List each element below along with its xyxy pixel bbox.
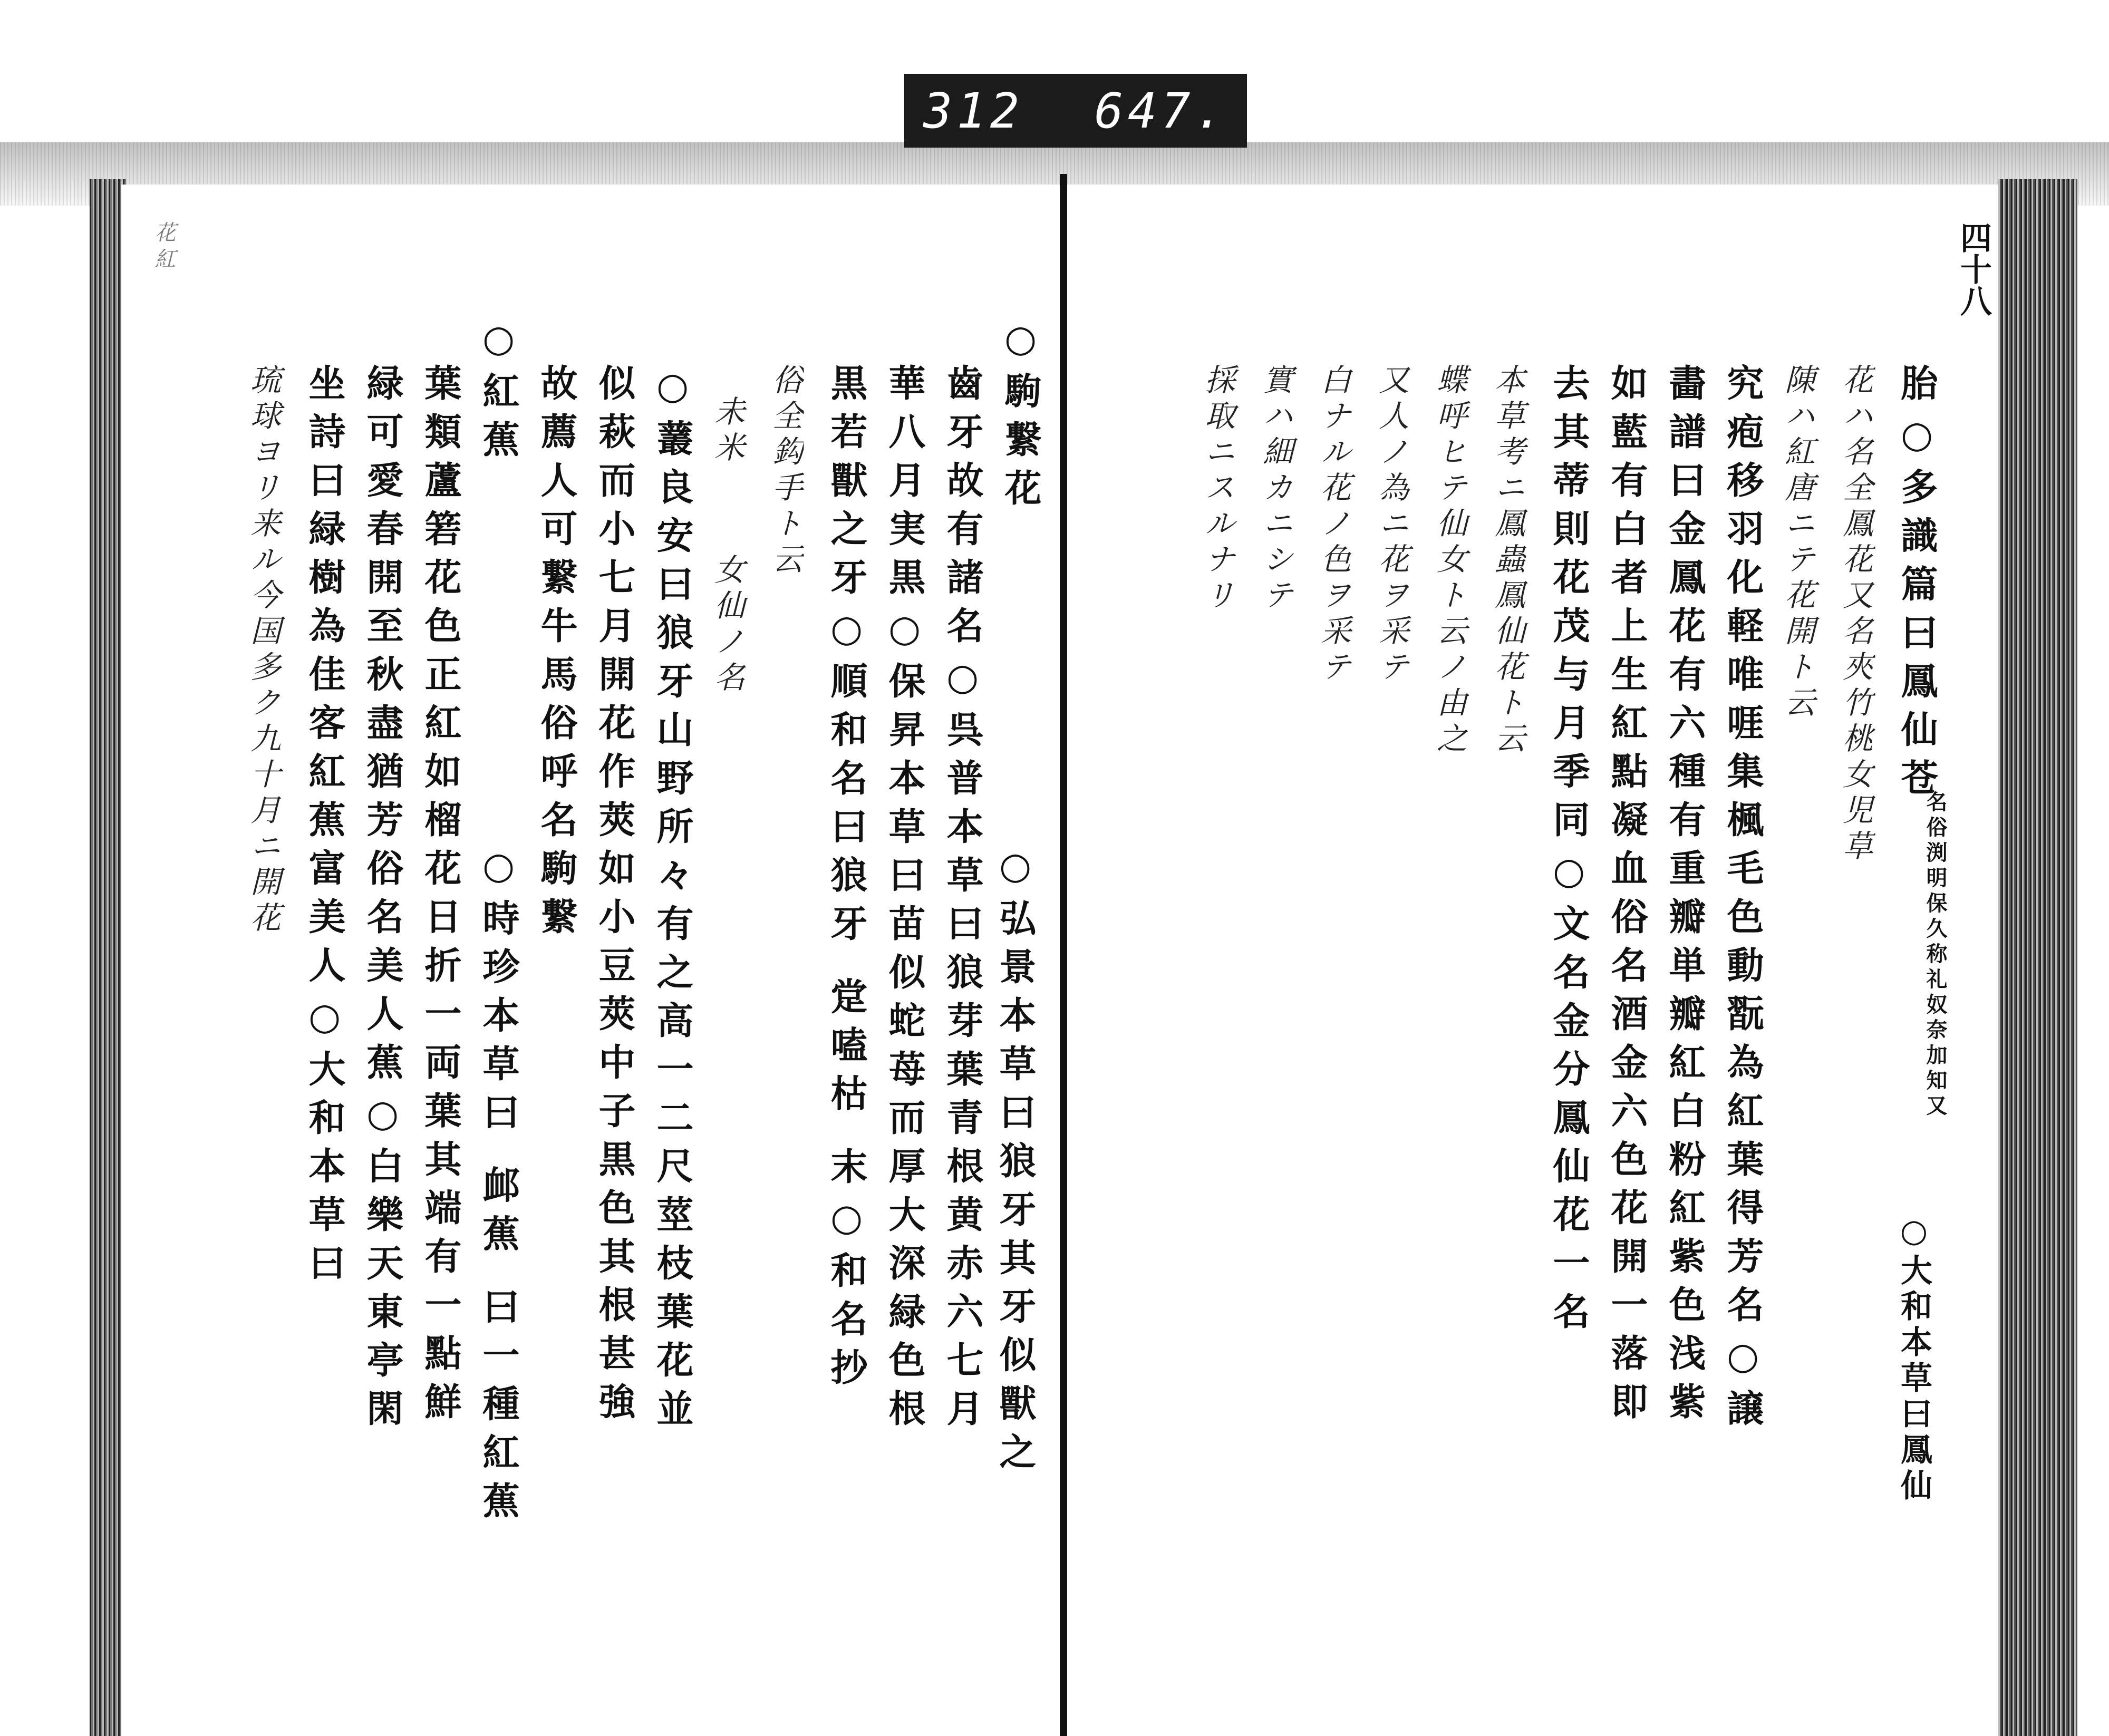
left-col-1: ○駒繋花	[999, 316, 1042, 517]
left-col-10: 似萩而小七月開花作莢如小豆莢中子黒色其根甚強	[593, 364, 636, 1431]
right-page-edge	[1998, 179, 2077, 1736]
left-margin-note: 花紅	[151, 221, 176, 274]
left-col-15: 緑可愛春開至秋盡猶芳俗名美人蕉○白樂天東亭閑	[361, 364, 404, 1438]
right-col-10: 又人ノ為ニ花ヲ采テ	[1373, 364, 1409, 686]
right-col-13: 採取ニスルナリ	[1199, 364, 1235, 615]
left-col-14: 葉類蘆箬花色正紅如榴花日折一両葉其端有一點鮮	[419, 364, 462, 1431]
left-col-13: ○紅蕉	[477, 316, 520, 469]
page-number: 四十八	[1955, 221, 1992, 316]
right-col-5: 畵譜曰金鳳花有六種有重瓣単瓣紅白粉紅紫色浅紫	[1663, 364, 1707, 1431]
left-col-5: 黒若獸之牙○順和名曰狼牙 䟫嗑枯 末○和名抄	[825, 364, 868, 1396]
left-col-12: ○時珍本草曰 䘏蕉 曰一種紅蕉	[477, 843, 520, 1530]
left-col-6: 俗全鈎手ト云	[767, 364, 803, 579]
right-col-head: ○大和本草曰鳳仙	[1895, 1213, 1932, 1505]
label-left-number: 312	[923, 82, 1024, 139]
left-col-3: 齒牙故有諸名○呉普本草曰狼芽葉青根黄赤六七月	[941, 364, 984, 1438]
right-col-1: 胎○多識篇曰鳳仙苍	[1895, 364, 1939, 807]
right-col-7: 去其蒂則花茂与月季同○文名金分鳳仙花一名	[1547, 364, 1591, 1341]
label-right-number: 647.	[1094, 82, 1228, 139]
right-col-6: 如藍有白者上生紅點凝血俗名酒金六色花開一落即	[1605, 364, 1649, 1431]
left-col-11: 故薦人可繋牛馬俗呼名駒繋	[535, 364, 578, 946]
left-col-4: 華八月実黒○保昇本草曰苗似蛇苺而厚大深緑色根	[883, 364, 926, 1438]
right-col-2: 花ハ名全鳳花又名夾竹桃女児草	[1837, 364, 1873, 866]
right-col-8: 本草考ニ鳳蟲鳳仙花ト云	[1489, 364, 1525, 758]
book-gutter	[1060, 174, 1067, 1736]
catalog-label	[904, 74, 1247, 148]
right-col-11: 白ナル花ノ色ヲ采テ	[1315, 364, 1351, 686]
right-col-9: 蝶呼ヒテ仙女ト云ノ由之	[1431, 364, 1467, 758]
left-col-9: ○䕺良安曰狼牙山野所々有之高一二尺莖枝葉花並	[651, 364, 694, 1438]
left-col-2: ○弘景本草曰狼牙其牙似獸之	[993, 843, 1037, 1481]
left-col-17: 琉球ヨリ来ル今国多ク九十月ニ開花	[245, 364, 281, 937]
left-col-7: 未米	[709, 395, 745, 467]
right-col-3: 陳ハ紅唐ニテ花開ト云	[1779, 364, 1815, 722]
left-col-16: 坐詩曰緑樹為佳客紅蕉富美人○大和本草曰	[303, 364, 346, 1292]
right-annotation: 名俗渕明保久称礼奴奈加知又	[1923, 791, 1948, 1120]
left-col-8: 女仙ノ名	[709, 554, 745, 697]
right-col-4: 究疱移羽化軽唯啀集楓毛色動翫為紅葉得芳名○譲	[1721, 364, 1765, 1438]
right-col-12: 實ハ細カニシテ	[1257, 364, 1293, 615]
